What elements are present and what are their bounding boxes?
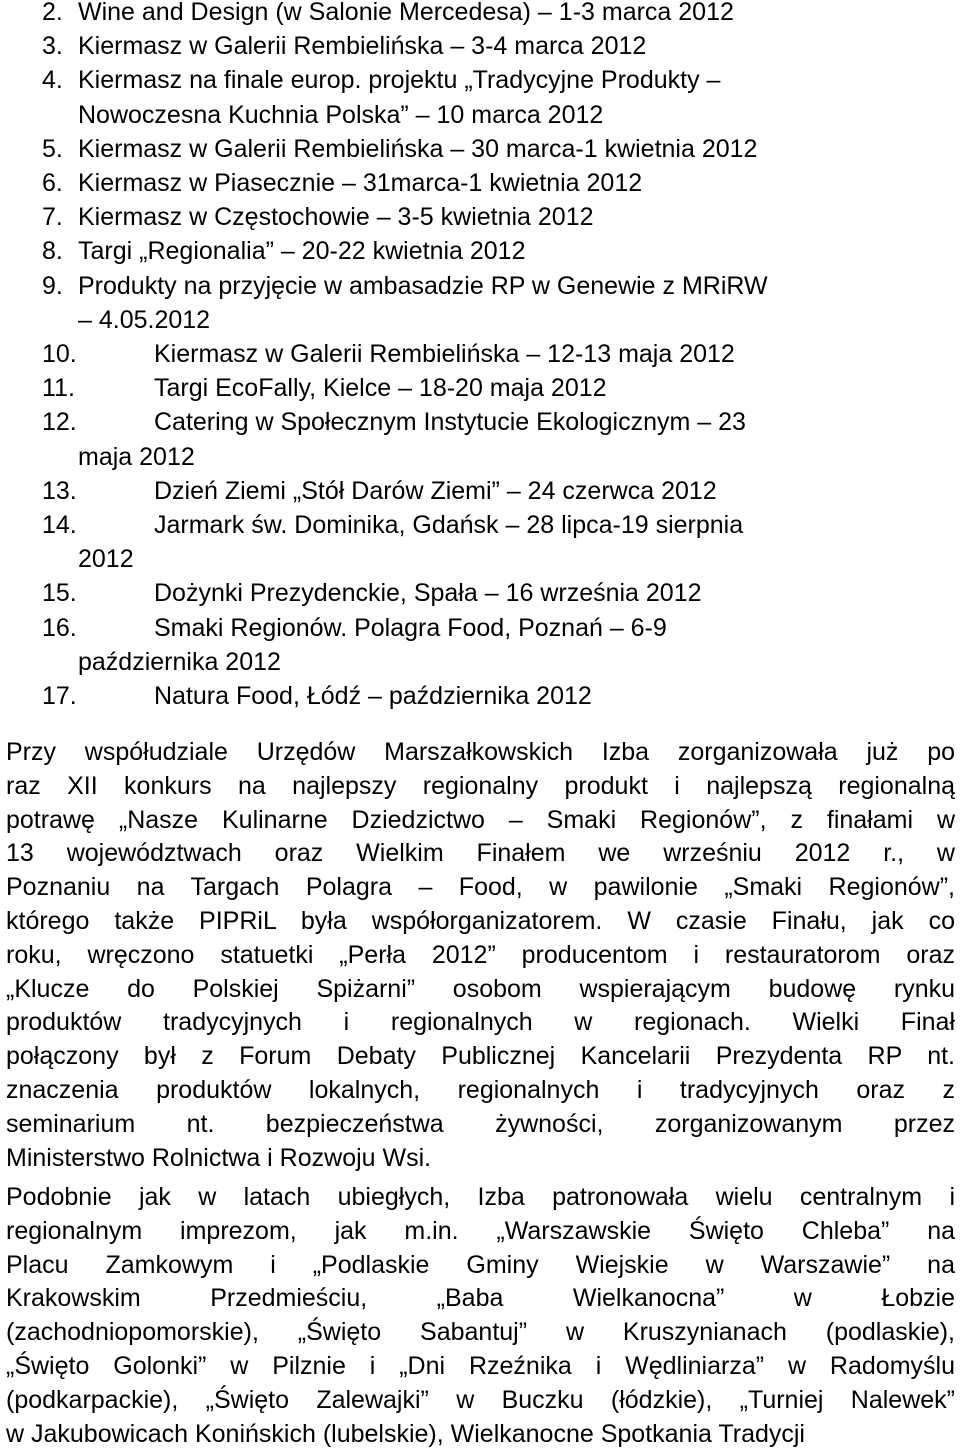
event-number: 4.	[42, 66, 63, 95]
event-text: Catering w Społecznym Instytucie Ekologicznym – 23	[154, 408, 746, 437]
event-number: 12.	[42, 408, 77, 437]
event-text: Natura Food, Łódź – października 2012	[154, 682, 592, 711]
paragraph-konkurs	[6, 736, 955, 1175]
event-item	[42, 234, 942, 268]
event-number: 2.	[42, 0, 63, 26]
event-text: Dzień Ziemi „Stół Darów Ziemi” – 24 czerwca 2012	[154, 476, 717, 505]
event-item	[42, 200, 942, 234]
event-text: Produkty na przyjęcie w ambasadzie RP w Genewie z MRiRW	[78, 271, 768, 300]
event-item	[42, 63, 942, 131]
paragraph-line: Ministerstwo Rolnictwa i Rozwoju Wsi.	[6, 1143, 432, 1172]
event-text: – 4.05.2012	[78, 305, 211, 334]
event-number: 16.	[42, 613, 77, 642]
event-number: 6.	[42, 169, 63, 198]
event-text: Kiermasz w Częstochowie – 3-5 kwietnia 2012	[78, 203, 594, 232]
paragraph-line: roku, wręczono statuetki „Perła 2012” producentom i restauratorom oraz	[6, 940, 955, 969]
event-item	[42, 474, 942, 508]
event-indent	[42, 303, 78, 337]
event-number: 3.	[42, 32, 63, 61]
event-text: Smaki Regionów. Polagra Food, Poznań – 6-9	[154, 613, 667, 642]
event-indent	[42, 440, 78, 474]
paragraph-line: produktów tradycyjnych i regionalnych w regionach. Wielki Finał	[6, 1008, 955, 1037]
event-text: Kiermasz w Galerii Rembielińska – 3-4 marca 2012	[78, 32, 647, 61]
paragraph-line: „Święto Golonki” w Pilznie i „Dni Rzeźnika i Wędliniarza” w Radomyślu	[6, 1351, 955, 1380]
event-text: Targi „Regionalia” – 20-22 kwietnia 2012	[78, 237, 526, 266]
event-text: Dożynki Prezydenckie, Spała – 16 września 2012	[154, 579, 702, 608]
paragraph-line: potrawę „Nasze Kulinarne Dziedzictwo – Smaki Regionów”, z finałami w	[6, 805, 955, 834]
paragraph-line: seminarium nt. bezpieczeństwa żywności, zorganizowanym przez	[6, 1109, 955, 1138]
event-number: 9.	[42, 271, 63, 300]
event-item	[42, 679, 942, 713]
event-item	[42, 371, 942, 405]
paragraph-line: w Jakubowicach Konińskich (lubelskie), Wielkanocne Spotkania Tradycji	[6, 1419, 805, 1448]
paragraph-line: znaczenia produktów lokalnych, regionalnych i tradycyjnych oraz z	[6, 1075, 955, 1104]
event-number: 5.	[42, 134, 63, 163]
paragraph-line: którego także PIPRiL była współorganizatorem. W czasie Finału, jak co	[6, 906, 955, 935]
event-indent	[42, 645, 78, 679]
event-text: Jarmark św. Dominika, Gdańsk – 28 lipca-19 sierpnia	[154, 511, 744, 540]
event-number: 17.	[42, 682, 77, 711]
paragraph-line: (podkarpackie), „Święto Zalewajki” w Buczku (łódzkie), „Turniej Nalewek”	[6, 1385, 955, 1414]
event-text: Wine and Design (w Salonie Mercedesa) – 1-3 marca 2012	[78, 0, 734, 26]
event-text: Kiermasz w Galerii Rembielińska – 12-13 maja 2012	[154, 340, 735, 369]
paragraph-line: połączony był z Forum Debaty Publicznej Kancelarii Prezydenta RP nt.	[6, 1042, 955, 1071]
event-text: 2012	[78, 545, 134, 574]
event-item	[42, 508, 942, 576]
event-number: 10.	[42, 340, 77, 369]
event-text: maja 2012	[78, 442, 195, 471]
paragraph-line: raz XII konkurs na najlepszy regionalny produkt i najlepszą regionalną	[6, 771, 955, 800]
event-number: 11.	[42, 374, 75, 403]
event-number: 15.	[42, 579, 77, 608]
paragraph-line: 13 województwach oraz Wielkim Finałem we wrześniu 2012 r., w	[6, 839, 955, 868]
event-text: Kiermasz w Piasecznie – 31marca-1 kwietnia 2012	[78, 169, 643, 198]
paragraph-line: Podobnie jak w latach ubiegłych, Izba patronowała wielu centralnym i	[6, 1183, 955, 1211]
event-text: Kiermasz w Galerii Rembielińska – 30 marca-1 kwietnia 2012	[78, 134, 758, 163]
event-number: 13.	[42, 476, 77, 505]
event-indent	[42, 542, 78, 576]
event-item	[42, 269, 942, 337]
event-item	[42, 405, 942, 473]
event-number: 14.	[42, 511, 77, 540]
event-number: 7.	[42, 203, 63, 232]
event-indent	[42, 98, 78, 132]
paragraph-line: Przy współudziale Urzędów Marszałkowskich Izba zorganizowała już po	[6, 738, 955, 766]
paragraph-line: regionalnym imprezom, jak m.in. „Warszawskie Święto Chleba” na	[6, 1216, 955, 1245]
event-item	[42, 337, 942, 371]
event-item	[42, 0, 942, 29]
event-text: października 2012	[78, 647, 281, 676]
event-item	[42, 132, 942, 166]
event-item	[42, 166, 942, 200]
event-number: 8.	[42, 237, 63, 266]
event-item	[42, 611, 942, 679]
paragraph-line: „Klucze do Polskiej Spiżarni” osobom wspierającym budowę rynku	[6, 974, 955, 1003]
event-item	[42, 29, 942, 63]
paragraph-line: Poznaniu na Targach Polagra – Food, w pawilonie „Smaki Regionów”,	[6, 873, 955, 902]
paragraph-line: (zachodniopomorskie), „Święto Sabantuj” w Kruszynianach (podlaskie),	[6, 1318, 955, 1347]
events-list	[42, 0, 942, 713]
event-item	[42, 576, 942, 610]
paragraph-line: Krakowskim Przedmieściu, „Baba Wielkanocna” w Łobzie	[6, 1284, 955, 1313]
paragraph-line: Placu Zamkowym i „Podlaskie Gminy Wiejskie w Warszawie” na	[6, 1250, 955, 1279]
event-text: Targi EcoFally, Kielce – 18-20 maja 2012	[154, 374, 607, 403]
paragraph-patronat	[6, 1181, 955, 1451]
event-text: Nowoczesna Kuchnia Polska” – 10 marca 2012	[78, 100, 604, 129]
event-text: Kiermasz na finale europ. projektu „Tradycyjne Produkty –	[78, 66, 721, 95]
